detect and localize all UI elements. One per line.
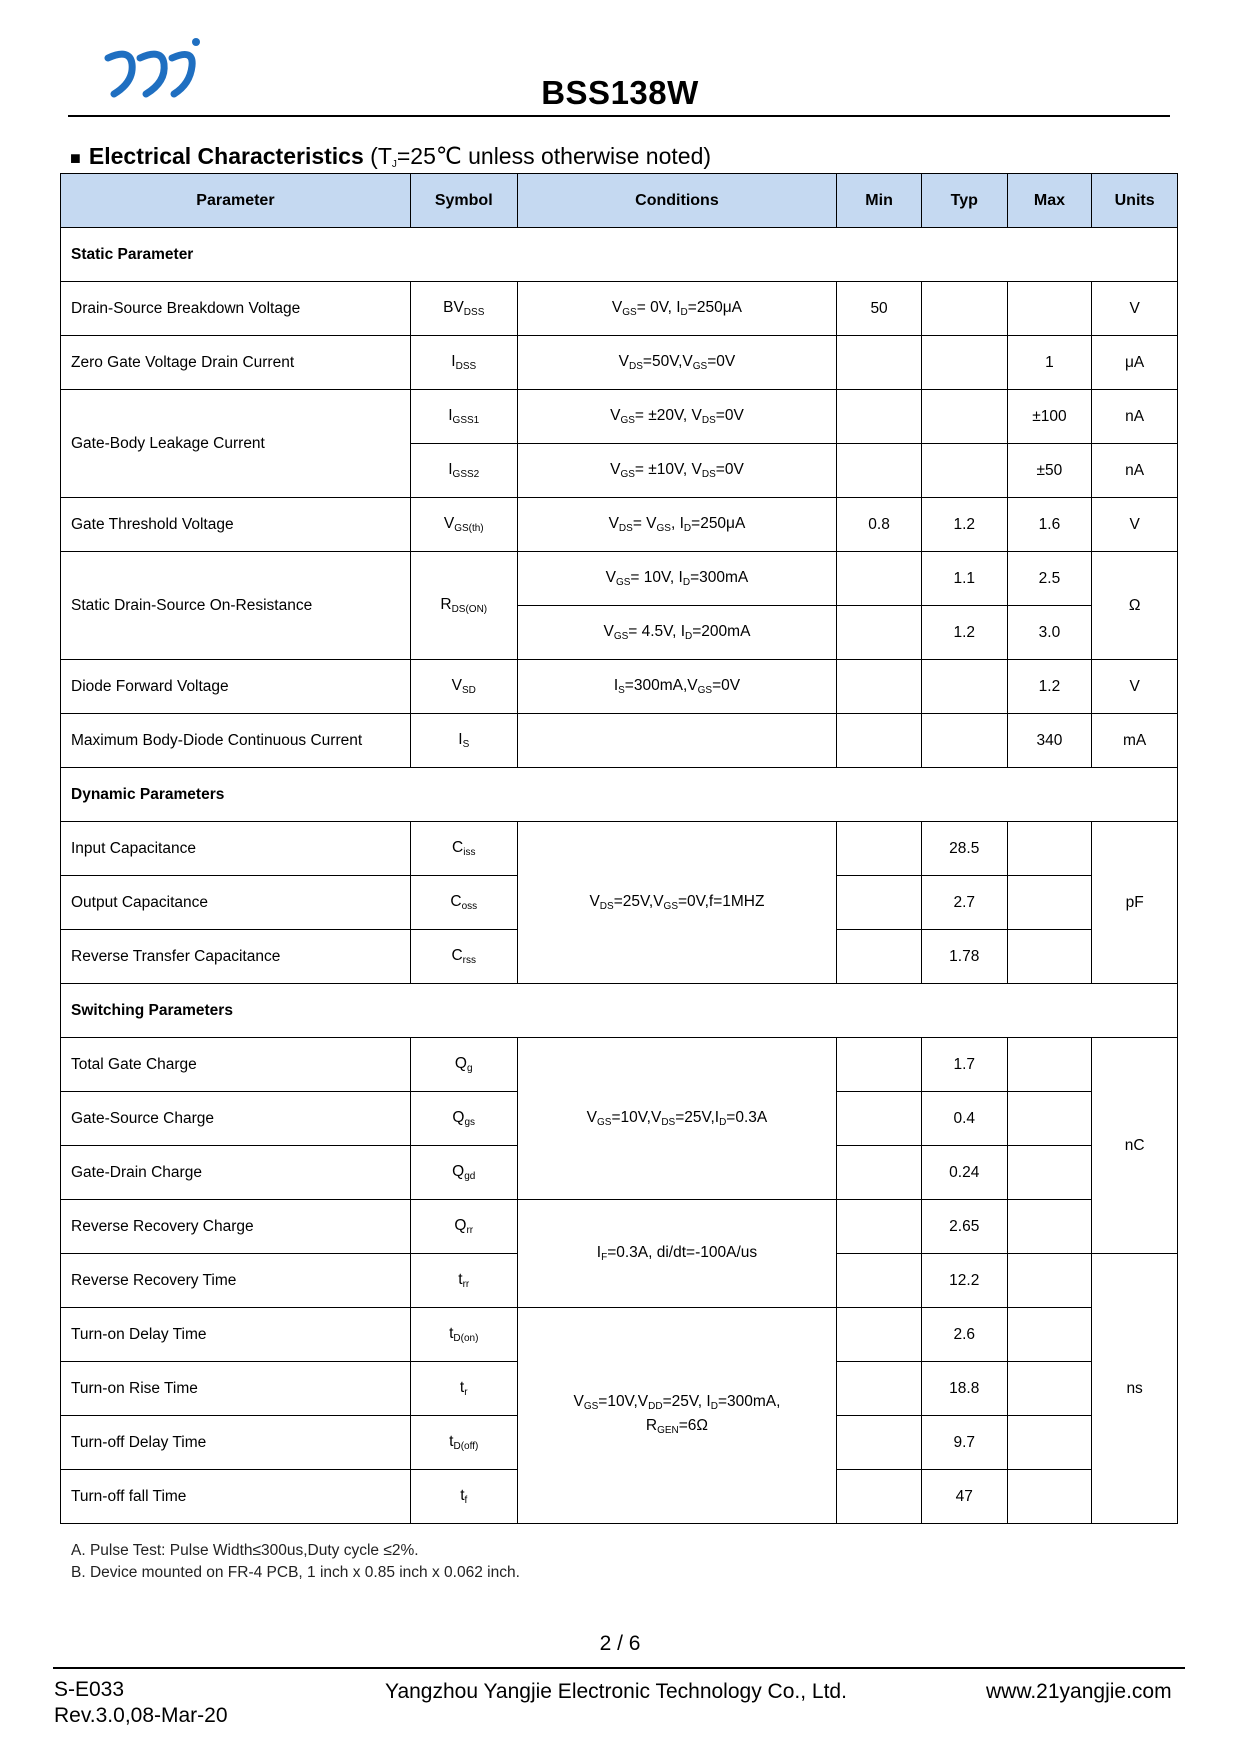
- param-cell: Zero Gate Voltage Drain Current: [61, 336, 411, 390]
- max-cell: [1007, 1146, 1092, 1200]
- symbol-cell: $t_r$: [410, 1362, 517, 1416]
- min-cell: [837, 1416, 922, 1470]
- param-cell: Gate-Source Charge: [61, 1092, 411, 1146]
- max-cell: ±100: [1007, 390, 1092, 444]
- table-row: [61, 1200, 1178, 1254]
- condition-cell: $V_{GS}=10V,V_{DS}=25V,I_D=0.3A$: [517, 1038, 837, 1200]
- condition-cell: $V_{DS}=25V,V_{GS}=0V,f=1MHZ$: [517, 822, 837, 984]
- symbol-cell: $Q_{rr}$: [410, 1200, 517, 1254]
- param-cell: Turn-on Rise Time: [61, 1362, 411, 1416]
- min-cell: [837, 822, 922, 876]
- min-cell: [837, 1470, 922, 1524]
- units-cell: ns: [1092, 1254, 1178, 1524]
- typ-cell: [921, 390, 1007, 444]
- table-row: [61, 714, 1178, 768]
- min-cell: [837, 1200, 922, 1254]
- typ-cell: 2.6: [921, 1308, 1007, 1362]
- website-link[interactable]: www.21yangjie.com: [986, 1680, 1172, 1703]
- units-cell: V: [1092, 498, 1178, 552]
- symbol-cell: $Q_{gs}$: [410, 1092, 517, 1146]
- col-typ: Typ: [921, 174, 1007, 228]
- max-cell: [1007, 282, 1092, 336]
- table-notes: [71, 1540, 520, 1584]
- units-cell: nC: [1092, 1038, 1178, 1254]
- symbol-cell: $I_{GSS2}$: [410, 444, 517, 498]
- doc-code: S-E033: [54, 1678, 125, 1701]
- param-cell: Gate-Body Leakage Current: [61, 390, 411, 498]
- condition-cell: $V_{DS}=50V,V_{GS}=0V$: [517, 336, 837, 390]
- table-header-row: [61, 174, 1178, 228]
- col-max: Max: [1007, 174, 1092, 228]
- symbol-cell: $Q_{gd}$: [410, 1146, 517, 1200]
- col-min: Min: [837, 174, 922, 228]
- table-row: [61, 336, 1178, 390]
- typ-cell: 18.8: [921, 1362, 1007, 1416]
- section-row-dynamic: [61, 768, 1178, 822]
- table-row: [61, 552, 1178, 606]
- min-cell: [837, 876, 922, 930]
- symbol-cell: $I_{GSS1}$: [410, 390, 517, 444]
- param-cell: Input Capacitance: [61, 822, 411, 876]
- param-cell: Output Capacitance: [61, 876, 411, 930]
- max-cell: ±50: [1007, 444, 1092, 498]
- max-cell: [1007, 930, 1092, 984]
- min-cell: [837, 552, 922, 606]
- condition-cell: $V_{GS}= 10V$, $I_D=300mA$: [517, 552, 837, 606]
- section-condition: (T: [363, 143, 392, 169]
- min-cell: [837, 336, 922, 390]
- max-cell: [1007, 1308, 1092, 1362]
- section-label: Static Parameter: [61, 228, 1178, 282]
- max-cell: [1007, 1038, 1092, 1092]
- condition-cell: $V_{GS}= \pm 10V$, $V_{DS}=0V$: [517, 444, 837, 498]
- units-cell: mA: [1092, 714, 1178, 768]
- units-cell: nA: [1092, 444, 1178, 498]
- param-cell: Maximum Body-Diode Continuous Current: [61, 714, 411, 768]
- symbol-cell: $BV_{DSS}$: [410, 282, 517, 336]
- max-cell: 1: [1007, 336, 1092, 390]
- condition-cell: $I_S=300mA,V_{GS}=0V$: [517, 660, 837, 714]
- col-conditions: Conditions: [517, 174, 837, 228]
- table-row: [61, 390, 1178, 444]
- typ-cell: 12.2: [921, 1254, 1007, 1308]
- footer-divider: [53, 1667, 1185, 1669]
- min-cell: 50: [837, 282, 922, 336]
- typ-cell: 1.78: [921, 930, 1007, 984]
- revision: Rev.3.0,08-Mar-20: [54, 1704, 228, 1727]
- symbol-cell: $V_{SD}$: [410, 660, 517, 714]
- typ-cell: 9.7: [921, 1416, 1007, 1470]
- param-cell: Gate-Drain Charge: [61, 1146, 411, 1200]
- units-cell: pF: [1092, 822, 1178, 984]
- table-row: [61, 498, 1178, 552]
- typ-cell: 0.24: [921, 1146, 1007, 1200]
- typ-cell: 1.1: [921, 552, 1007, 606]
- symbol-cell: $t_f$: [410, 1470, 517, 1524]
- param-cell: Drain-Source Breakdown Voltage: [61, 282, 411, 336]
- condition-cell: [517, 714, 837, 768]
- table-row: [61, 1038, 1178, 1092]
- symbol-cell: $t_{D(off)}$: [410, 1416, 517, 1470]
- max-cell: 340: [1007, 714, 1092, 768]
- min-cell: [837, 1092, 922, 1146]
- max-cell: 1.2: [1007, 660, 1092, 714]
- header-divider: [68, 115, 1170, 117]
- param-cell: Reverse Transfer Capacitance: [61, 930, 411, 984]
- units-cell: nA: [1092, 390, 1178, 444]
- col-units: Units: [1092, 174, 1178, 228]
- symbol-cell: $Q_g$: [410, 1038, 517, 1092]
- section-heading: ■ Electrical Characteristics ($T_J=25℃$ unless otherwise noted): [70, 143, 712, 170]
- typ-cell: [921, 444, 1007, 498]
- typ-cell: 0.4: [921, 1092, 1007, 1146]
- condition-cell: $V_{GS}= 4.5V$, $I_D=200mA$: [517, 606, 837, 660]
- section-bullet: ■: [70, 148, 81, 168]
- section-row-switching: [61, 984, 1178, 1038]
- param-cell: Turn-off Delay Time: [61, 1416, 411, 1470]
- section-title: Electrical Characteristics: [88, 143, 364, 169]
- company-name: Yangzhou Yangjie Electronic Technology Co., Ltd.: [385, 1680, 847, 1703]
- param-cell: Reverse Recovery Charge: [61, 1200, 411, 1254]
- symbol-cell: $C_{iss}$: [410, 822, 517, 876]
- symbol-cell: $C_{oss}$: [410, 876, 517, 930]
- note-b: B. Device mounted on FR-4 PCB, 1 inch x 0.85 inch x 0.062 inch.: [71, 1564, 520, 1581]
- units-cell: μA: [1092, 336, 1178, 390]
- max-cell: [1007, 1416, 1092, 1470]
- min-cell: [837, 1038, 922, 1092]
- electrical-characteristics-table: [60, 173, 1178, 1524]
- typ-cell: 1.2: [921, 498, 1007, 552]
- param-cell: Total Gate Charge: [61, 1038, 411, 1092]
- table-row: [61, 660, 1178, 714]
- table-row: [61, 1308, 1178, 1362]
- typ-cell: [921, 336, 1007, 390]
- param-cell: Static Drain-Source On-Resistance: [61, 552, 411, 660]
- max-cell: 2.5: [1007, 552, 1092, 606]
- param-cell: Turn-off fall Time: [61, 1470, 411, 1524]
- max-cell: [1007, 1092, 1092, 1146]
- footer-doc-info: [54, 1677, 228, 1729]
- table-row: [61, 822, 1178, 876]
- typ-cell: 1.7: [921, 1038, 1007, 1092]
- min-cell: [837, 714, 922, 768]
- section-label: Dynamic Parameters: [61, 768, 1178, 822]
- symbol-cell: $C_{rss}$: [410, 930, 517, 984]
- condition-cell: $V_{GS}=10V,V_{DD}=25V$, $I_D=300mA$, $R_{GEN}=6\Omega$: [517, 1308, 837, 1524]
- min-cell: [837, 390, 922, 444]
- min-cell: 0.8: [837, 498, 922, 552]
- param-cell: Diode Forward Voltage: [61, 660, 411, 714]
- symbol-cell: $V_{GS(th)}$: [410, 498, 517, 552]
- section-row-static: [61, 228, 1178, 282]
- condition-cell: $V_{DS}= V_{GS}$, $I_D=250\mu A$: [517, 498, 837, 552]
- max-cell: [1007, 876, 1092, 930]
- typ-cell: [921, 660, 1007, 714]
- min-cell: [837, 1254, 922, 1308]
- symbol-cell: $R_{DS(ON)}$: [410, 552, 517, 660]
- param-cell: Gate Threshold Voltage: [61, 498, 411, 552]
- units-cell: Ω: [1092, 552, 1178, 660]
- min-cell: [837, 606, 922, 660]
- min-cell: [837, 930, 922, 984]
- symbol-cell: $I_{DSS}$: [410, 336, 517, 390]
- typ-cell: 47: [921, 1470, 1007, 1524]
- max-cell: 1.6: [1007, 498, 1092, 552]
- max-cell: [1007, 1200, 1092, 1254]
- condition-cell: $V_{GS}= \pm 20V$, $V_{DS}=0V$: [517, 390, 837, 444]
- col-parameter: Parameter: [61, 174, 411, 228]
- table-row: [61, 282, 1178, 336]
- page-number: 2 / 6: [599, 1632, 641, 1655]
- min-cell: [837, 1362, 922, 1416]
- max-cell: 3.0: [1007, 606, 1092, 660]
- typ-cell: 28.5: [921, 822, 1007, 876]
- note-a: A. Pulse Test: Pulse Width≤300us,Duty cycle ≤2%.: [71, 1542, 419, 1559]
- param-cell: Reverse Recovery Time: [61, 1254, 411, 1308]
- param-cell: Turn-on Delay Time: [61, 1308, 411, 1362]
- min-cell: [837, 660, 922, 714]
- condition-cell: $V_{GS}= 0V$, $I_D=250\mu A$: [517, 282, 837, 336]
- section-label: Switching Parameters: [61, 984, 1178, 1038]
- units-cell: V: [1092, 660, 1178, 714]
- min-cell: [837, 444, 922, 498]
- max-cell: [1007, 822, 1092, 876]
- typ-cell: [921, 714, 1007, 768]
- condition-cell: $I_F=0.3A$, di/dt=-100A/us: [517, 1200, 837, 1308]
- typ-cell: 1.2: [921, 606, 1007, 660]
- units-cell: V: [1092, 282, 1178, 336]
- col-symbol: Symbol: [410, 174, 517, 228]
- document-title: BSS138W: [541, 74, 699, 111]
- symbol-cell: $t_{rr}$: [410, 1254, 517, 1308]
- max-cell: [1007, 1470, 1092, 1524]
- min-cell: [837, 1308, 922, 1362]
- typ-cell: 2.65: [921, 1200, 1007, 1254]
- min-cell: [837, 1146, 922, 1200]
- typ-cell: [921, 282, 1007, 336]
- symbol-cell: $t_{D(on)}$: [410, 1308, 517, 1362]
- typ-cell: 2.7: [921, 876, 1007, 930]
- symbol-cell: $I_S$: [410, 714, 517, 768]
- max-cell: [1007, 1362, 1092, 1416]
- max-cell: [1007, 1254, 1092, 1308]
